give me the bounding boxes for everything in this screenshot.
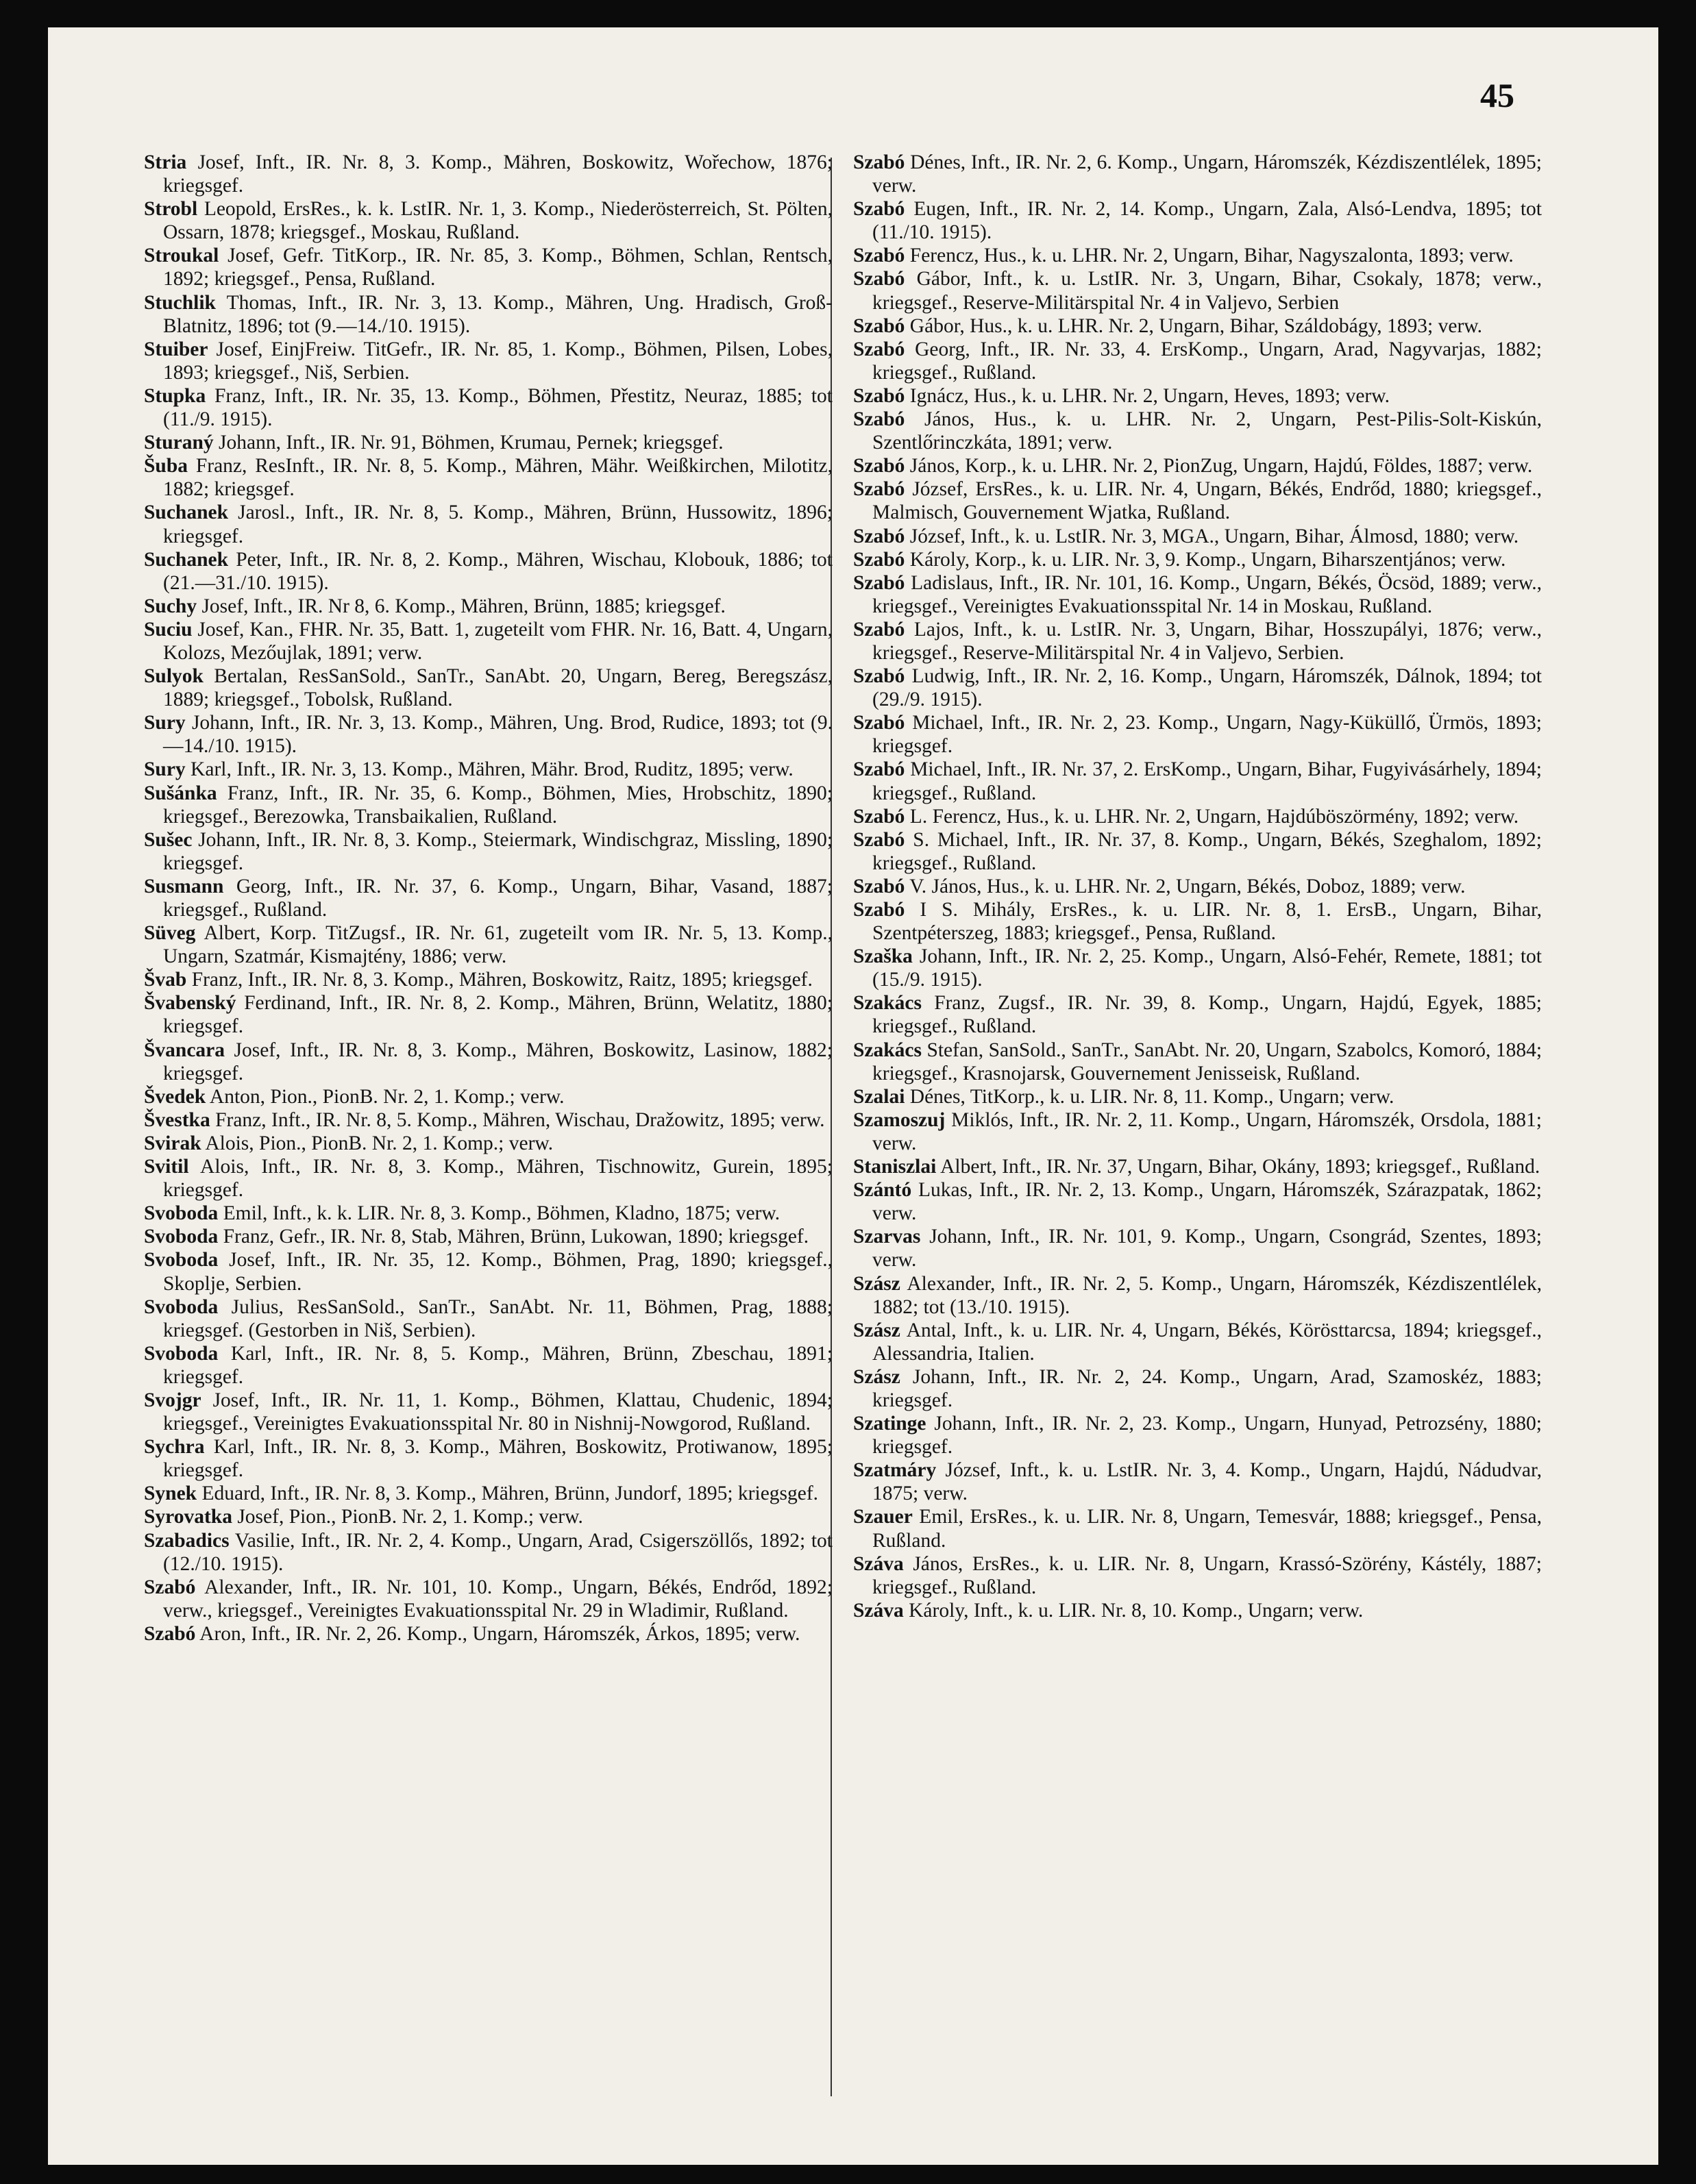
- entry-details: Karl, Inft., IR. Nr. 3, 13. Komp., Mähren, Mähr. Brod, Ruditz, 1895; verw.: [191, 758, 794, 781]
- entry-surname: Szakács: [853, 1039, 922, 1061]
- list-entry: [144, 1482, 833, 1505]
- entry-details: I S. Mihály, ErsRes., k. u. LIR. Nr. 8, 1. ErsB., Ungarn, Bihar, Szentpéterszeg, 1883; kriegsgef., Pensa, Rußland.: [872, 899, 1542, 945]
- list-entry: [853, 1459, 1542, 1505]
- entry-surname: Svoboda: [144, 1342, 219, 1365]
- list-entry: [144, 1225, 833, 1248]
- entry-details: Lajos, Inft., k. u. LstIR. Nr. 3, Ungarn, Bihar, Hosszupályi, 1876; verw., kriegsgef., Reserve-Militärspital Nr. 4 in Valjevo, Serbien.: [872, 618, 1542, 664]
- entry-details: Michael, Inft., IR. Nr. 37, 2. ErsKomp., Ungarn, Bihar, Fugyivásárhely, 1894; kriegsgef., Rußland.: [872, 758, 1542, 804]
- entry-surname: Švancara: [144, 1039, 225, 1061]
- entry-surname: Švab: [144, 969, 187, 991]
- entry-details: Alois, Inft., IR. Nr. 8, 3. Komp., Mähren, Tischnowitz, Gurein, 1895; kriegsgef.: [163, 1156, 833, 1202]
- list-entry: [144, 244, 833, 290]
- list-entry: [853, 1412, 1542, 1459]
- entry-surname: Szántó: [853, 1179, 912, 1202]
- entry-details: Anton, Pion., PionB. Nr. 2, 1. Komp.; verw.: [209, 1085, 565, 1108]
- entry-details: Johann, Inft., IR. Nr. 3, 13. Komp., Mähren, Ung. Brod, Rudice, 1893; tot (9.—14./10. 1915).: [163, 712, 833, 758]
- entry-details: Josef, Inft., IR. Nr. 8, 3. Komp., Mähren, Boskowitz, Lasinow, 1882; kriegsgef.: [163, 1039, 833, 1084]
- entry-details: Josef, Inft., IR. Nr. 11, 1. Komp., Böhmen, Klattau, Chudenic, 1894; kriegsgef., Vereinigtes Evakuationsspital Nr. 80 in Nishnij-Nowgorod, Rußland.: [163, 1389, 833, 1435]
- entry-details: Miklós, Inft., IR. Nr. 2, 11. Komp., Ungarn, Háromszék, Orsdola, 1881; verw.: [872, 1108, 1542, 1154]
- entry-details: Alois, Pion., PionB. Nr. 2, 1. Komp.; verw.: [205, 1132, 554, 1154]
- entry-details: Eduard, Inft., IR. Nr. 8, 3. Komp., Mähren, Brünn, Jundorf, 1895; kriegsgef.: [201, 1482, 819, 1505]
- entry-surname: Stroukal: [144, 245, 219, 267]
- entry-surname: Sušec: [144, 828, 193, 851]
- list-entry: [144, 1576, 833, 1622]
- list-entry: [144, 1505, 833, 1528]
- entry-surname: Suchanek: [144, 501, 228, 524]
- entry-surname: Szabó: [853, 665, 905, 688]
- list-entry: [853, 151, 1542, 197]
- list-entry: [853, 1225, 1542, 1271]
- list-entry: [144, 828, 833, 875]
- list-entry: [144, 665, 833, 711]
- list-entry: [853, 711, 1542, 758]
- entry-details: Károly, Korp., k. u. LIR. Nr. 3, 9. Komp., Ungarn, Biharszentjános; verw.: [909, 548, 1506, 571]
- entry-details: S. Michael, Inft., IR. Nr. 37, 8. Komp., Ungarn, Békés, Szeghalom, 1892; kriegsgef., Rußland.: [872, 828, 1543, 874]
- entry-surname: Szauer: [853, 1506, 913, 1528]
- entry-surname: Szabó: [853, 314, 905, 337]
- list-entry: [144, 1202, 833, 1225]
- list-entry: [853, 1552, 1542, 1599]
- entry-surname: Szabó: [144, 1576, 196, 1598]
- list-entry: [144, 1248, 833, 1295]
- list-entry: [144, 758, 833, 781]
- entry-details: Alexander, Inft., IR. Nr. 101, 10. Komp., Ungarn, Békés, Endrőd, 1892; verw., kriegsgef., Vereinigtes Evakuationsspital Nr. 29 in Wladimir, Rußland.: [163, 1576, 833, 1622]
- list-entry: [144, 1132, 833, 1155]
- page-number: 45: [1480, 76, 1514, 114]
- entry-details: Johann, Inft., IR. Nr. 2, 24. Komp., Ungarn, Arad, Szamoskéz, 1883; kriegsgef.: [872, 1365, 1543, 1411]
- entry-surname: Szabó: [853, 875, 905, 897]
- list-entry: [853, 991, 1542, 1038]
- entry-details: János, ErsRes., k. u. LIR. Nr. 8, Ungarn, Krassó-Szörény, Kástély, 1887; kriegsgef., Rußland.: [872, 1552, 1542, 1598]
- entry-surname: Szabó: [853, 151, 905, 173]
- entry-surname: Svitil: [144, 1156, 189, 1178]
- list-entry: [144, 782, 833, 828]
- entry-surname: Svoboda: [144, 1295, 219, 1318]
- list-entry: [853, 898, 1542, 945]
- list-entry: [853, 828, 1542, 875]
- entry-details: Vasilie, Inft., IR. Nr. 2, 4. Komp., Ungarn, Arad, Csigerszöllős, 1892; tot (12./10. 1915).: [163, 1529, 833, 1575]
- entry-details: Franz, Zugsf., IR. Nr. 39, 8. Komp., Ungarn, Hajdú, Egyek, 1885; kriegsgef., Rußland.: [872, 992, 1542, 1038]
- list-entry: [144, 548, 833, 595]
- right-column: [853, 151, 1542, 1622]
- list-entry: [853, 548, 1542, 571]
- entry-details: V. János, Hus., k. u. LHR. Nr. 2, Ungarn, Békés, Doboz, 1889; verw.: [909, 875, 1466, 897]
- entry-details: Johann, Inft., IR. Nr. 91, Böhmen, Krumau, Pernek; kriegsgef.: [219, 432, 724, 454]
- entry-surname: Szaška: [853, 945, 913, 968]
- entry-details: Aron, Inft., IR. Nr. 2, 26. Komp., Ungarn, Háromszék, Árkos, 1895; verw.: [199, 1622, 800, 1645]
- entry-surname: Stuiber: [144, 338, 208, 360]
- list-entry: [144, 991, 833, 1038]
- entry-surname: Staniszlai: [853, 1156, 937, 1178]
- entry-surname: Süveg: [144, 922, 196, 945]
- list-entry: [144, 1295, 833, 1342]
- entry-details: Ferdinand, Inft., IR. Nr. 8, 2. Komp., Mähren, Brünn, Welatitz, 1880; kriegsgef.: [163, 992, 833, 1038]
- entry-surname: Szabó: [853, 384, 905, 407]
- list-entry: [144, 197, 833, 244]
- list-entry: [144, 454, 833, 501]
- entry-details: Antal, Inft., k. u. LIR. Nr. 4, Ungarn, Békés, Körösttarcsa, 1894; kriegsgef., Alessandria, Italien.: [872, 1319, 1543, 1365]
- entry-details: Gábor, Hus., k. u. LHR. Nr. 2, Ungarn, Bihar, Száldobágy, 1893; verw.: [909, 314, 1483, 337]
- entry-surname: Stuchlik: [144, 291, 216, 314]
- entry-surname: Szász: [853, 1365, 900, 1388]
- entry-surname: Stria: [144, 151, 187, 173]
- entry-details: Franz, Inft., IR. Nr. 35, 6. Komp., Böhmen, Mies, Hrobschitz, 1890; kriegsgef., Berezowka, Transbaikalien, Rußland.: [163, 782, 833, 828]
- entry-details: Alexander, Inft., IR. Nr. 2, 5. Komp., Ungarn, Háromszék, Kézdiszentlélek, 1882; tot (13./10. 1915).: [872, 1272, 1543, 1318]
- entry-details: Johann, Inft., IR. Nr. 2, 25. Komp., Ungarn, Alsó-Fehér, Remete, 1881; tot (15./9. 1915).: [872, 945, 1542, 991]
- list-entry: [853, 571, 1542, 618]
- entry-surname: Szabó: [853, 268, 905, 290]
- entry-surname: Szabó: [853, 712, 905, 734]
- list-entry: [853, 875, 1542, 898]
- entry-details: Emil, Inft., k. k. LIR. Nr. 8, 3. Komp., Böhmen, Kladno, 1875; verw.: [223, 1202, 781, 1225]
- entry-details: Eugen, Inft., IR. Nr. 2, 14. Komp., Ungarn, Zala, Alsó-Lendva, 1895; tot (11./10. 1915).: [872, 198, 1543, 244]
- entry-surname: Svirak: [144, 1132, 201, 1154]
- list-entry: [144, 1108, 833, 1132]
- list-entry: [853, 1505, 1542, 1552]
- entry-details: Stefan, SanSold., SanTr., SanAbt. Nr. 20, Ungarn, Szabolcs, Komoró, 1884; kriegsgef., Krasnojarsk, Gouvernement Jenisseisk, Rußland.: [872, 1039, 1543, 1084]
- entry-surname: Suchanek: [144, 548, 228, 571]
- list-entry: [144, 431, 833, 454]
- entry-details: Albert, Inft., IR. Nr. 37, Ungarn, Bihar, Okány, 1893; kriegsgef., Rußland.: [940, 1156, 1540, 1178]
- entry-surname: Szász: [853, 1319, 900, 1341]
- entry-surname: Strobl: [144, 198, 198, 221]
- entry-surname: Szamoszuj: [853, 1108, 946, 1131]
- entry-surname: Stupka: [144, 384, 206, 407]
- list-entry: [144, 618, 833, 665]
- entry-details: Josef, Inft., IR. Nr 8, 6. Komp., Mähren, Brünn, 1885; kriegsgef.: [201, 595, 726, 617]
- entry-details: József, Inft., k. u. LstIR. Nr. 3, 4. Komp., Ungarn, Hajdú, Nádudvar, 1875; verw.: [872, 1459, 1543, 1505]
- entry-surname: Szatinge: [853, 1413, 926, 1435]
- list-entry: [144, 1342, 833, 1389]
- list-entry: [853, 1108, 1542, 1155]
- entry-surname: Sulyok: [144, 665, 204, 688]
- list-entry: [853, 1319, 1542, 1365]
- entry-details: Ladislaus, Inft., IR. Nr. 101, 16. Komp., Ungarn, Békés, Öcsöd, 1889; verw., kriegsgef., Vereinigtes Evakuationsspital Nr. 14 in Moskau, Rußland.: [872, 571, 1542, 617]
- entry-surname: Sušánka: [144, 782, 217, 804]
- entry-surname: Szabó: [144, 1622, 196, 1645]
- entry-surname: Szabó: [853, 758, 905, 781]
- entry-surname: Svoboda: [144, 1226, 219, 1248]
- list-entry: [144, 338, 833, 384]
- entry-details: Josef, Kan., FHR. Nr. 35, Batt. 1, zugeteilt vom FHR. Nr. 16, Batt. 4, Ungarn, Kolozs, Mezőujlak, 1891; verw.: [163, 618, 833, 664]
- entry-surname: Szabó: [853, 828, 905, 851]
- list-entry: [144, 595, 833, 618]
- entry-surname: Szabó: [853, 478, 905, 501]
- list-entry: [144, 1529, 833, 1576]
- list-entry: [144, 1085, 833, 1108]
- list-entry: [144, 501, 833, 547]
- entry-details: Julius, ResSanSold., SanTr., SanAbt. Nr. 11, Böhmen, Prag, 1888; kriegsgef. (Gestorben in Niš, Serbien).: [163, 1295, 833, 1341]
- entry-surname: Szalai: [853, 1085, 905, 1108]
- entry-surname: Szabó: [853, 899, 905, 921]
- entry-surname: Szakács: [853, 992, 922, 1015]
- entry-details: Károly, Inft., k. u. LIR. Nr. 8, 10. Komp., Ungarn; verw.: [909, 1599, 1364, 1622]
- list-entry: [853, 758, 1542, 804]
- entry-surname: Sury: [144, 758, 186, 781]
- list-entry: [144, 384, 833, 431]
- entry-surname: Syrovatka: [144, 1506, 232, 1528]
- list-entry: [144, 291, 833, 338]
- list-entry: [853, 945, 1542, 991]
- left-column: [144, 151, 833, 1646]
- entry-surname: Sturaný: [144, 432, 214, 454]
- entry-surname: Sury: [144, 712, 186, 734]
- entry-surname: Svoboda: [144, 1202, 219, 1225]
- entry-surname: Suchy: [144, 595, 197, 617]
- entry-details: Ferencz, Hus., k. u. LHR. Nr. 2, Ungarn, Bihar, Nagyszalonta, 1893; verw.: [909, 245, 1514, 267]
- entry-surname: Szabó: [853, 618, 905, 641]
- entry-details: Dénes, Inft., IR. Nr. 2, 6. Komp., Ungarn, Háromszék, Kézdiszentlélek, 1895; verw.: [872, 151, 1543, 197]
- list-entry: [853, 1178, 1542, 1225]
- list-entry: [853, 384, 1542, 408]
- entry-details: Josef, EinjFreiw. TitGefr., IR. Nr. 85, 1. Komp., Böhmen, Pilsen, Lobes, 1893; kriegsgef., Niš, Serbien.: [163, 338, 833, 384]
- list-entry: [853, 1365, 1542, 1412]
- entry-surname: Susmann: [144, 875, 224, 897]
- entry-surname: Švestka: [144, 1108, 210, 1131]
- entry-details: Franz, Inft., IR. Nr. 8, 3. Komp., Mähren, Boskowitz, Raitz, 1895; kriegsgef.: [191, 969, 813, 991]
- list-entry: [853, 805, 1542, 828]
- entry-surname: Szabó: [853, 408, 905, 431]
- list-entry: [853, 408, 1542, 454]
- entry-details: Franz, Inft., IR. Nr. 8, 5. Komp., Mähren, Wischau, Dražowitz, 1895; verw.: [215, 1108, 825, 1131]
- entry-surname: Szabó: [853, 455, 905, 477]
- entry-details: Johann, Inft., IR. Nr. 101, 9. Komp., Ungarn, Csongrád, Szentes, 1893; verw.: [872, 1226, 1542, 1271]
- entry-details: Jarosl., Inft., IR. Nr. 8, 5. Komp., Mähren, Brünn, Hussowitz, 1896; kriegsgef.: [163, 501, 833, 547]
- entry-details: Peter, Inft., IR. Nr. 8, 2. Komp., Mähren, Wischau, Klobouk, 1886; tot (21.—31./10. 1915).: [163, 548, 833, 594]
- entry-details: Georg, Inft., IR. Nr. 37, 6. Komp., Ungarn, Bihar, Vasand, 1887; kriegsgef., Rußland.: [163, 875, 833, 921]
- list-entry: [144, 711, 833, 758]
- list-entry: [853, 1272, 1542, 1319]
- entry-details: Ludwig, Inft., IR. Nr. 2, 16. Komp., Ungarn, Háromszék, Dálnok, 1894; tot (29./9. 1915).: [872, 665, 1543, 711]
- list-entry: [144, 968, 833, 991]
- list-entry: [144, 1155, 833, 1202]
- list-entry: [144, 151, 833, 197]
- list-entry: [853, 244, 1542, 267]
- entry-details: Franz, ResInft., IR. Nr. 8, 5. Komp., Mähren, Mähr. Weißkirchen, Milotitz, 1882; kriegsgef.: [163, 455, 833, 501]
- entry-surname: Száva: [853, 1552, 904, 1575]
- entry-details: Johann, Inft., IR. Nr. 2, 23. Komp., Ungarn, Hunyad, Petrozsény, 1880; kriegsgef.: [872, 1413, 1542, 1459]
- entry-surname: Szabó: [853, 245, 905, 267]
- entry-surname: Švabenský: [144, 992, 236, 1015]
- entry-details: Karl, Inft., IR. Nr. 8, 5. Komp., Mähren, Brünn, Zbeschau, 1891; kriegsgef.: [163, 1342, 833, 1388]
- list-entry: [144, 1622, 833, 1646]
- document-page: [48, 27, 1658, 2165]
- entry-details: Ignácz, Hus., k. u. LHR. Nr. 2, Ungarn, Heves, 1893; verw.: [909, 384, 1390, 407]
- entry-surname: Svojgr: [144, 1389, 201, 1411]
- list-entry: [144, 1389, 833, 1435]
- list-entry: [144, 921, 833, 968]
- list-entry: [144, 1039, 833, 1085]
- list-entry: [853, 1155, 1542, 1178]
- entry-details: Dénes, TitKorp., k. u. LIR. Nr. 8, 11. Komp., Ungarn; verw.: [909, 1085, 1394, 1108]
- entry-details: Emil, ErsRes., k. u. LIR. Nr. 8, Ungarn, Temesvár, 1888; kriegsgef., Pensa, Rußland.: [872, 1506, 1543, 1552]
- entry-surname: Szabó: [853, 338, 905, 360]
- entry-details: L. Ferencz, Hus., k. u. LHR. Nr. 2, Ungarn, Hajdúböszörmény, 1892; verw.: [909, 805, 1519, 828]
- list-entry: [853, 665, 1542, 711]
- entry-details: Gábor, Inft., k. u. LstIR. Nr. 3, Ungarn, Bihar, Csokaly, 1878; verw., kriegsgef., Reserve-Militärspital Nr. 4 in Valjevo, Serbien: [872, 268, 1542, 314]
- entry-details: Thomas, Inft., IR. Nr. 3, 13. Komp., Mähren, Ung. Hradisch, Groß-Blatnitz, 1896; tot (9.—14./10. 1915).: [163, 291, 833, 337]
- entry-surname: Svoboda: [144, 1249, 219, 1271]
- entry-surname: Synek: [144, 1482, 197, 1505]
- entry-details: János, Korp., k. u. LHR. Nr. 2, PionZug, Ungarn, Hajdú, Földes, 1887; verw.: [909, 455, 1533, 477]
- list-entry: [853, 525, 1542, 548]
- entry-details: Josef, Inft., IR. Nr. 8, 3. Komp., Mähren, Boskowitz, Wořechow, 1876; kriegsgef.: [163, 151, 833, 197]
- entry-surname: Szatmáry: [853, 1459, 937, 1482]
- list-entry: [853, 267, 1542, 314]
- list-entry: [853, 454, 1542, 477]
- entry-surname: Szarvas: [853, 1226, 921, 1248]
- list-entry: [144, 875, 833, 921]
- entry-surname: Szabó: [853, 548, 905, 571]
- entry-details: József, ErsRes., k. u. LIR. Nr. 4, Ungarn, Békés, Endrőd, 1880; kriegsgef., Malmisch, Gouvernement Wjatka, Rußland.: [872, 478, 1543, 524]
- entry-details: Georg, Inft., IR. Nr. 33, 4. ErsKomp., Ungarn, Arad, Nagyvarjas, 1882; kriegsgef., Rußland.: [872, 338, 1543, 384]
- entry-details: János, Hus., k. u. LHR. Nr. 2, Ungarn, Pest-Pilis-Solt-Kiskún, Szentlőrinczkáta, 1891; verw.: [872, 408, 1542, 454]
- list-entry: [144, 1435, 833, 1482]
- entry-surname: Száva: [853, 1599, 904, 1622]
- entry-details: Josef, Pion., PionB. Nr. 2, 1. Komp.; verw.: [237, 1506, 583, 1528]
- list-entry: [853, 197, 1542, 244]
- entry-details: Johann, Inft., IR. Nr. 8, 3. Komp., Steiermark, Windischgraz, Missling, 1890; kriegsgef.: [163, 828, 833, 874]
- list-entry: [853, 618, 1542, 665]
- entry-surname: Szabadics: [144, 1529, 230, 1552]
- list-entry: [853, 338, 1542, 384]
- list-entry: [853, 1039, 1542, 1085]
- entry-details: Franz, Gefr., IR. Nr. 8, Stab, Mähren, Brünn, Lukowan, 1890; kriegsgef.: [223, 1226, 809, 1248]
- entry-details: Albert, Korp. TitZugsf., IR. Nr. 61, zugeteilt vom IR. Nr. 5, 13. Komp., Ungarn, Szatmár, Kismajtény, 1886; verw.: [163, 922, 833, 968]
- entry-surname: Šuba: [144, 455, 188, 477]
- entry-details: Josef, Gefr. TitKorp., IR. Nr. 85, 3. Komp., Böhmen, Schlan, Rentsch, 1892; kriegsgef., Pensa, Rußland.: [163, 245, 833, 290]
- entry-surname: Szabó: [853, 571, 905, 594]
- entry-surname: Švedek: [144, 1085, 206, 1108]
- entry-details: Bertalan, ResSanSold., SanTr., SanAbt. 20, Ungarn, Bereg, Beregszász, 1889; kriegsgef., Tobolsk, Rußland.: [163, 665, 833, 711]
- entry-details: Karl, Inft., IR. Nr. 8, 3. Komp., Mähren, Boskowitz, Protiwanow, 1895; kriegsgef.: [163, 1436, 833, 1482]
- list-entry: [853, 1599, 1542, 1622]
- entry-details: Josef, Inft., IR. Nr. 35, 12. Komp., Böhmen, Prag, 1890; kriegsgef., Skoplje, Serbien.: [163, 1249, 833, 1295]
- entry-surname: Szabó: [853, 525, 905, 547]
- entry-surname: Szász: [853, 1272, 900, 1295]
- entry-details: Leopold, ErsRes., k. k. LstIR. Nr. 1, 3. Komp., Niederösterreich, St. Pölten, Ossarn, 1878; kriegsgef., Moskau, Rußland.: [163, 198, 833, 244]
- entry-details: Lukas, Inft., IR. Nr. 2, 13. Komp., Ungarn, Háromszék, Szárazpatak, 1862; verw.: [872, 1179, 1542, 1225]
- list-entry: [853, 314, 1542, 338]
- entry-surname: Sychra: [144, 1436, 205, 1459]
- entry-details: Franz, Inft., IR. Nr. 35, 13. Komp., Böhmen, Přestitz, Neuraz, 1885; tot (11./9. 1915).: [163, 384, 833, 431]
- list-entry: [853, 477, 1542, 524]
- list-entry: [853, 1085, 1542, 1108]
- entry-details: József, Inft., k. u. LstIR. Nr. 3, MGA., Ungarn, Bihar, Álmosd, 1880; verw.: [909, 525, 1519, 547]
- entry-surname: Suciu: [144, 618, 193, 641]
- entry-surname: Szabó: [853, 805, 905, 828]
- entry-surname: Szabó: [853, 198, 905, 221]
- entry-details: Michael, Inft., IR. Nr. 2, 23. Komp., Ungarn, Nagy-Küküllő, Ürmös, 1893; kriegsgef.: [872, 712, 1543, 758]
